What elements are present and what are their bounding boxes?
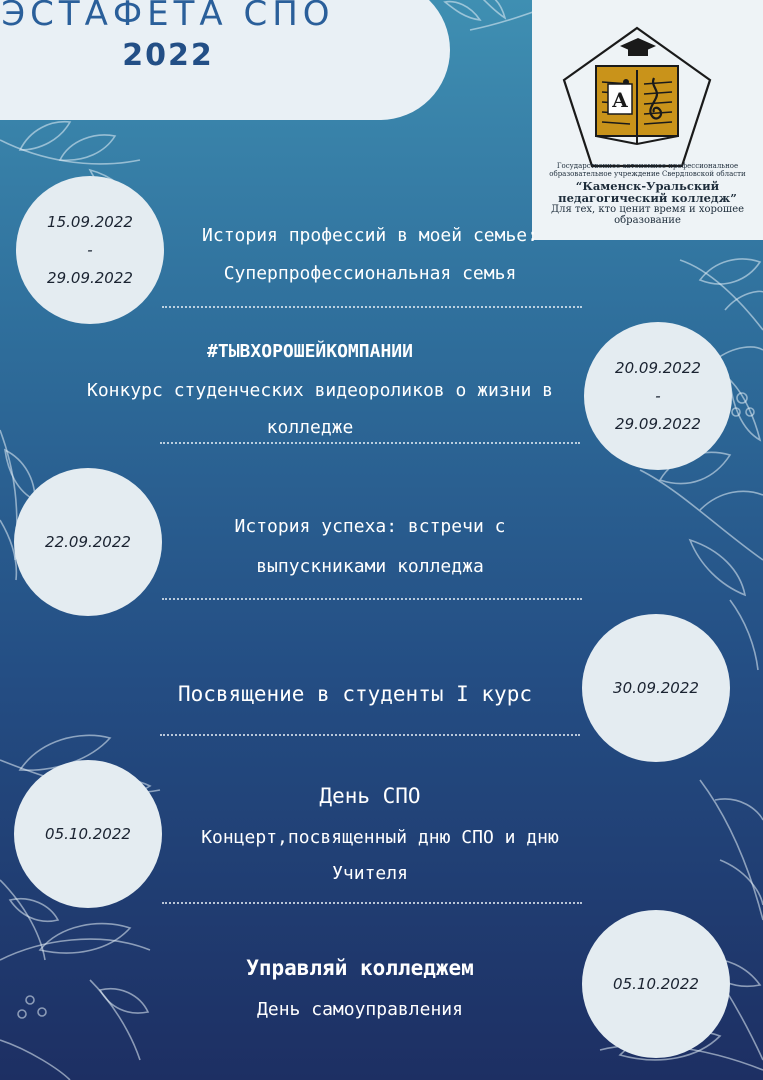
event-5-date: 05.10.2022 xyxy=(45,825,131,843)
event-2-date-circle xyxy=(584,322,732,470)
event-3-title-line2: выпускниками колледжа xyxy=(256,556,484,577)
event-1-date-end: 29.09.2022 xyxy=(47,269,133,287)
event-2-title: #ТЫВХОРОШЕЙКОМПАНИИ xyxy=(207,341,413,362)
event-5-subtitle-line2: Учителя xyxy=(332,863,408,884)
event-3-divider xyxy=(162,598,582,600)
event-4-divider xyxy=(160,734,580,736)
event-6-subtitle: День самоуправления xyxy=(257,999,463,1020)
event-3-date-circle xyxy=(14,468,162,616)
event-5-title: День СПО xyxy=(319,784,421,808)
page-year: 2022 xyxy=(122,38,214,73)
event-5-date-circle xyxy=(14,760,162,908)
event-1-date-separator: - xyxy=(87,241,93,259)
event-2-subtitle-line1: Конкурс студенческих видеороликов о жизни в xyxy=(87,380,553,401)
event-3-title-line1: История успеха: встречи с xyxy=(234,516,506,537)
logo-slogan: Для тех, кто ценит время и хорошее образование xyxy=(550,204,745,226)
event-1-date-start: 15.09.2022 xyxy=(47,213,133,231)
event-2-date-end: 29.09.2022 xyxy=(615,415,701,433)
event-6-title: Управляй колледжем xyxy=(246,956,474,980)
event-4-title: Посвящение в студенты I курс xyxy=(177,682,532,706)
logo-caption xyxy=(532,162,763,226)
logo-college-name: “Каменск-Уральский педагогический колледж” xyxy=(558,179,737,205)
event-5-divider xyxy=(162,902,582,904)
event-4-date-circle xyxy=(582,614,730,762)
event-2-divider xyxy=(160,442,580,444)
event-1-date-circle xyxy=(16,176,164,324)
event-1-divider xyxy=(162,306,582,308)
title-banner xyxy=(0,0,450,120)
event-6-date-circle xyxy=(582,910,730,1058)
event-1-title: История профессий в моей семье: xyxy=(202,225,538,246)
event-2-date-start: 20.09.2022 xyxy=(615,359,701,377)
college-logo-icon xyxy=(560,26,714,172)
event-5-subtitle-line1: Концерт,посвященный дню СПО и дню xyxy=(201,827,559,848)
logo-institution-type: Государственное автономное профессиональное образовательное учреждение Свердловской области xyxy=(549,162,746,178)
event-6-date: 05.10.2022 xyxy=(613,975,699,993)
event-3-date: 22.09.2022 xyxy=(45,533,131,551)
page-title: ЭСТАФЕТА СПО xyxy=(1,0,335,34)
event-2-date-separator: - xyxy=(655,387,661,405)
logo-letter: А xyxy=(611,88,629,112)
event-4-date: 30.09.2022 xyxy=(613,679,699,697)
event-2-subtitle-line2: колледже xyxy=(266,417,354,438)
event-1-subtitle: Суперпрофессиональная семья xyxy=(223,263,517,284)
